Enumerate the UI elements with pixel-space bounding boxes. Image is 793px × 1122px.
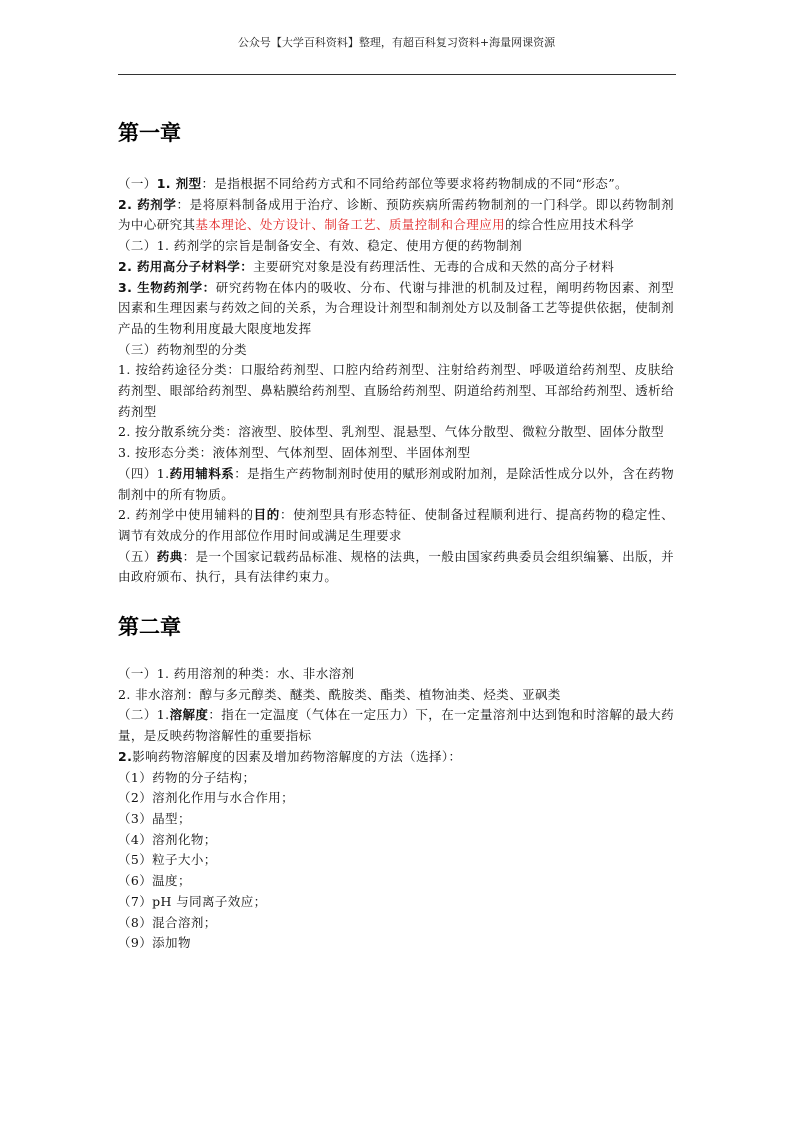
definition-text: ：是一个国家记载药品标准、规格的法典，一般由国家药典委员会组织编纂、出版，并由政府颁布、执行，具有法律约束力。 [118,548,675,585]
ch2-solvent-types: （一）1. 药用溶剂的种类：水、非水溶剂 [118,666,355,682]
list-item: （9）添加物 [118,935,191,951]
term-pharmaceutics: 2. 药剂学 [118,196,177,212]
chapter-2-title: 第二章 [118,615,181,640]
definition-text: ：是将原料制备成用于治疗、诊断、预防疾病所需药物制剂的一门科学。即以药物制剂为中心研究其 [118,196,675,233]
ch1-definition-pharmaceutics [118,195,674,236]
ch1-excipient-purpose [118,505,674,546]
text-after: ：使剂型具有形态特征、使制备过程顺利进行、提高药物的稳定性、调节有效成分的作用部位作用时间或满足生理要求 [118,507,674,543]
definition-text: 研究药物在体内的吸收、分布、代谢与排泄的机制及过程，阐明药物因素、剂型因素和生理因素与药效之间的关系，为合理设计剂型和制剂处方以及制备工艺等提供依据，使制剂产品的生物利用度最大限度地发挥 [118,279,674,336]
section-lead: （五） [118,548,157,564]
definition-text: ：是指生产药物制剂时使用的赋形剂或附加剂，是除活性成分以外，含在药物制剂中的所有物质。 [118,465,674,502]
section-lead: （二）1. [118,707,170,723]
ch1-purpose: （二）1. 药剂学的宗旨是制备安全、有效、稳定、使用方便的药物制剂 [118,238,523,254]
page-header: 公众号【大学百科资料】整理，有超百科复习资料+海量网课资源 [237,36,556,49]
ch1-definition-excipients [118,464,674,505]
term-pharmacopoeia: 药典 [156,548,183,564]
document-body [118,118,674,954]
list-item: （6）温度； [118,873,191,889]
ch2-definition-solubility [118,705,674,746]
item-number: 2. [118,748,133,764]
definition-text-tail: 的综合性应用技术科学 [505,217,635,233]
term-polymer-materials: 2. 药用高分子材料学： [118,258,254,274]
term-solubility: 溶解度 [169,707,209,723]
chapter-1-title: 第一章 [118,121,181,145]
ch1-classification-heading: （三）药物剂型的分类 [118,341,248,357]
list-item: （7）pH 与同离子效应； [118,893,267,909]
list-item: （3）晶型； [118,810,191,826]
ch2-solubility-factors-heading [118,747,674,768]
term-biopharmaceutics: 3. 生物药剂学： [118,279,216,295]
list-item: （5）粒子大小； [118,852,217,868]
highlighted-text: 基本理论、处方设计、制备工艺、质量控制和合理应用 [195,217,506,233]
ch1-definition-polymer [118,257,674,278]
ch1-definition-biopharmaceutics [118,278,674,340]
term-excipients: 药用辅料系 [169,465,235,481]
definition-text: ：指在一定温度（气体在一定压力）下，在一定量溶剂中达到饱和时溶解的最大药量，是反映药物溶解性的重要指标 [118,707,674,744]
section-lead: （一） [118,176,157,191]
ch1-classification-route: 1. 按给药途径分类：口服给药剂型、口腔内给药剂型、注射给药剂型、呼吸道给药剂型、皮肤给药剂型、眼部给药剂型、鼻粘膜给药剂型、直肠给药剂型、阴道给药剂型、耳部给药剂型、透析给药剂型 [118,362,674,419]
list-item: （2）溶剂化作用与水合作用； [118,790,295,806]
ch1-classification-form: 3. 按形态分类：液体剂型、气体剂型、固体剂型、半固体剂型 [118,445,471,461]
list-item: （4）溶剂化物； [118,831,217,847]
text-before: 2. 药剂学中使用辅料的 [118,507,254,523]
list-item: （1）药物的分子结构； [118,769,256,785]
term-dosage-form: 1. 剂型 [156,176,202,191]
term-purpose: 目的 [253,507,280,523]
header-divider [118,74,676,75]
definition-text: ：是指根据不同给药方式和不同给药部位等要求将药物制成的不同“形态”。 [201,176,628,191]
definition-text: 主要研究对象是没有药理活性、无毒的合成和天然的高分子材料 [253,258,615,274]
ch2-nonaqueous-solvents: 2. 非水溶剂：醇与多元醇类、醚类、酰胺类、酯类、植物油类、烃类、亚砜类 [118,686,561,702]
list-item: （8）混合溶剂； [118,914,217,930]
ch1-classification-dispersion: 2. 按分散系统分类：溶液型、胶体型、乳剂型、混悬型、气体分散型、微粒分散型、固体分散型 [118,424,665,440]
section-lead: （四）1. [118,465,170,481]
ch1-definition-pharmacopoeia [118,547,674,588]
ch1-definition-dosage-form [118,174,674,195]
heading-text: 影响药物溶解度的因素及增加药物溶解度的方法（选择）： [132,748,462,764]
